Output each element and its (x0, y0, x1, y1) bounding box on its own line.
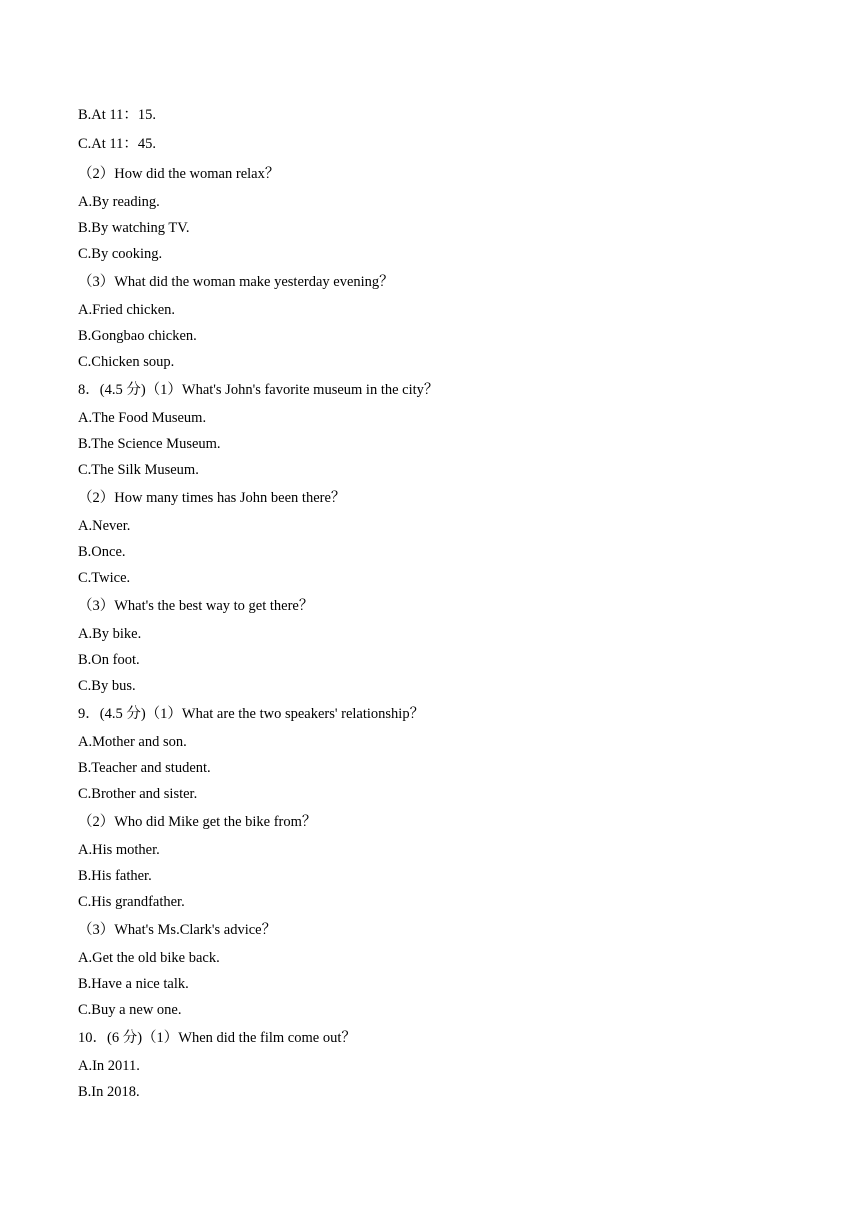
option-b-nice-talk: B.Have a nice talk. (78, 976, 189, 992)
option-b-2018: B.In 2018. (78, 1084, 140, 1100)
option-a-reading: A.By reading. (78, 194, 160, 210)
option-c-cooking: C.By cooking. (78, 246, 163, 262)
option-b-his-father: B.His father. (78, 868, 152, 884)
option-a-old-bike: A.Get the old bike back. (78, 950, 220, 966)
option-a-mother-son: A.Mother and son. (78, 734, 187, 750)
option-a-fried-chicken: A.Fried chicken. (78, 302, 176, 318)
option-a-food-museum: A.The Food Museum. (78, 410, 207, 426)
option-c-time: C.At 11：45. (78, 136, 157, 152)
option-b-on-foot: B.On foot. (78, 652, 140, 668)
option-c-by-bus: C.By bus. (78, 678, 136, 694)
option-b-once: B.Once. (78, 544, 126, 560)
option-a-his-mother: A.His mother. (78, 842, 160, 858)
question-advice: （3）What's Ms.Clark's advice？ (78, 922, 277, 938)
option-b-watching-tv: B.By watching TV. (78, 220, 190, 236)
option-b-teacher-student: B.Teacher and student. (78, 760, 211, 776)
option-b-gongbao-chicken: B.Gongbao chicken. (78, 328, 197, 344)
option-c-silk-museum: C.The Silk Museum. (78, 462, 199, 478)
question-make: （3）What did the woman make yesterday evening？ (78, 274, 394, 290)
option-c-new-one: C.Buy a new one. (78, 1002, 182, 1018)
question-8-heading: 8．(4.5 分)（1）What's John's favorite museum in the city？ (78, 382, 439, 398)
question-10-heading: 10．(6 分)（1）When did the film come out？ (78, 1030, 356, 1046)
option-c-chicken-soup: C.Chicken soup. (78, 354, 175, 370)
option-b-time: B.At 11：15. (78, 107, 157, 123)
option-c-twice: C.Twice. (78, 570, 131, 586)
option-a-2011: A.In 2011. (78, 1058, 140, 1074)
option-c-his-grandfather: C.His grandfather. (78, 894, 185, 910)
question-times: （2）How many times has John been there？ (78, 490, 346, 506)
option-c-brother-sister: C.Brother and sister. (78, 786, 198, 802)
option-a-never: A.Never. (78, 518, 131, 534)
question-relax: （2）How did the woman relax？ (78, 166, 280, 182)
question-9-heading: 9．(4.5 分)（1）What are the two speakers' relationship？ (78, 706, 425, 722)
option-a-by-bike: A.By bike. (78, 626, 142, 642)
option-b-science-museum: B.The Science Museum. (78, 436, 221, 452)
question-best-way: （3）What's the best way to get there？ (78, 598, 314, 614)
question-bike-from: （2）Who did Mike get the bike from？ (78, 814, 317, 830)
